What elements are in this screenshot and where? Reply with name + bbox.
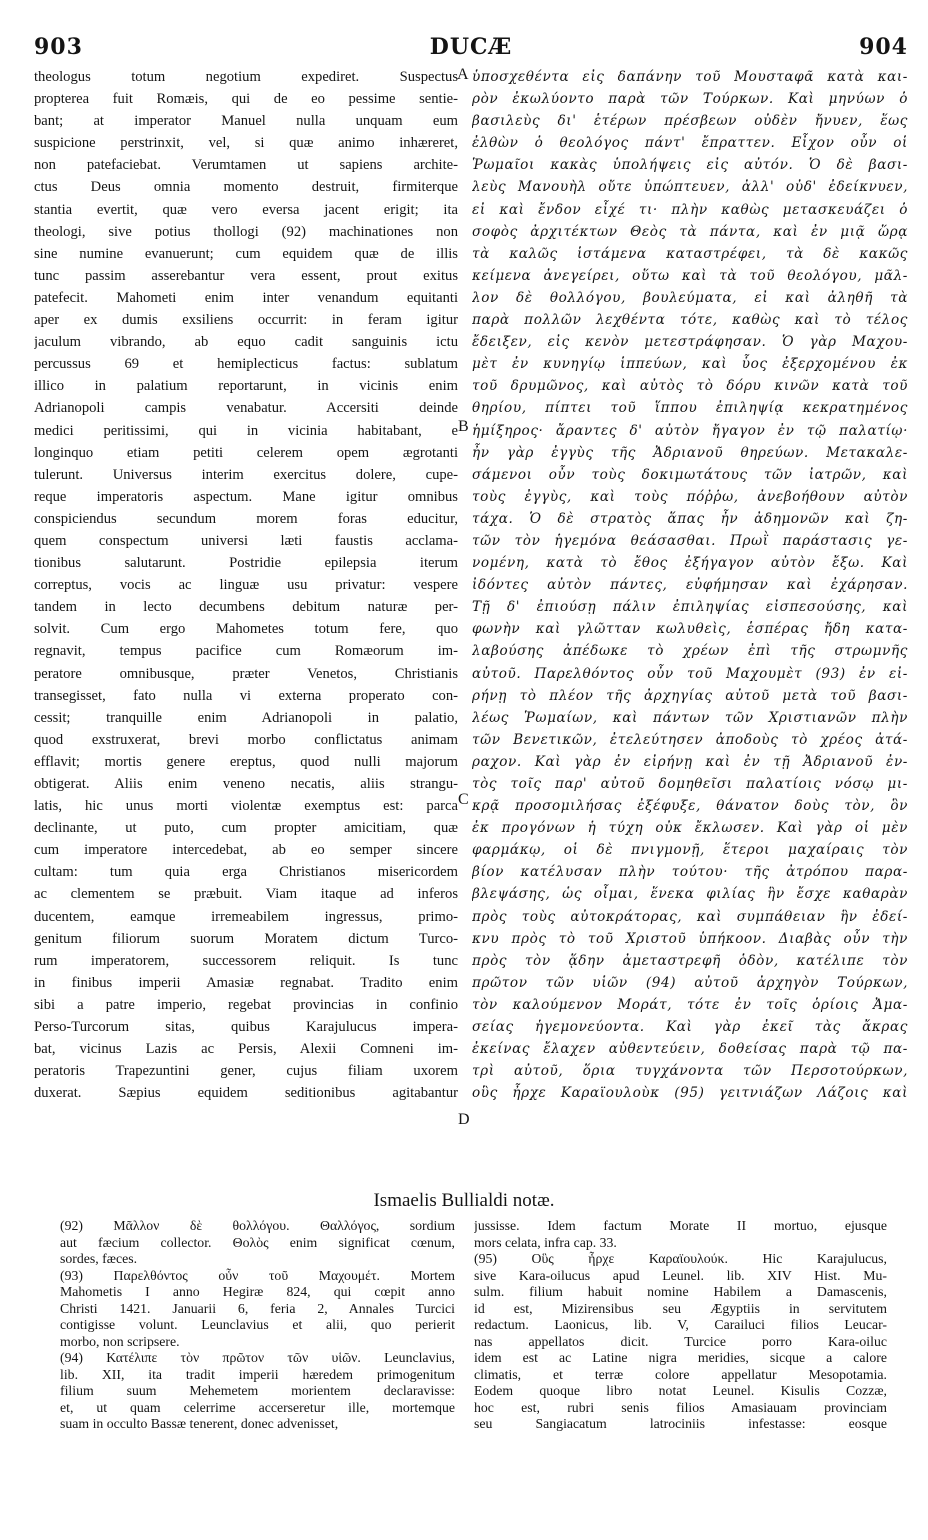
latin-text-line: solvit. Cum ergo Mahometes totum fere, quo [34,621,458,638]
latin-text-line: medici peritissimi, qui in vicinia habitabant, e [34,422,458,439]
latin-text-line: conspiciendus secundum morem foras educitur, [34,510,458,527]
note-left-line: aut fæcium collector. Θολὸς enim significat cœnum, [60,1234,455,1250]
note-right-line: sive Kara-oilucus apud Leunel. lib. XIV Hist. Mu- [474,1267,887,1283]
latin-text-line: peratore omnibusque, præter Venetos, Christianis [34,665,458,682]
latin-text-line: cultam: tum quia erga Christianos misericordem [34,864,458,881]
greek-text-line: σείας ἡγεμονεύοντα. Καὶ γὰρ ἐκεῖ τὰς ἄκρας [472,1019,908,1036]
latin-text-line: tionibus salutarunt. Postridie epilepsia iterum [34,555,458,572]
greek-text-line: κνυ πρὸς τὸ τοῦ Χριστοῦ ὑπήκοον. Διαβὰς οὖν τὴν [472,930,908,947]
note-right-line: hoc est, rubri senis filios Amasiauam provinciam [474,1399,887,1415]
latin-text-line: in finibus imperii Amasiæ regnabat. Tradito enim [34,974,458,991]
greek-text-line: τοὺς ἐγγὺς, καὶ τοὺς πόῤῥω, ἀνεβοήθουν αὐτὸν [472,488,908,505]
latin-text-line: duxerat. Sæpius equidem seditionibus agitabantur [34,1085,458,1102]
latin-text-line: sine numine evanuerunt; cum equidem quæ de illis [34,245,458,262]
greek-text-line: ραχον. Καὶ γὰρ ἐν εἰρήνῃ καὶ ἐν τῇ Ἀδριανοῦ ἐν- [472,753,908,770]
note-right-line: Eodem quoque libro notat Leunel. Kisulis Cozzæ, [474,1383,887,1398]
latin-text-line: cessit; tranquille enim Adrianopoli in palatio, [34,709,458,726]
latin-text-line: sibi a patre imperio, regebat provincias in confinio [34,996,458,1013]
latin-text-line: latis, hic unus morti violentæ exemptus est: parca [34,798,458,815]
note-right-line: mors celata, infra cap. 33. [474,1234,617,1250]
greek-text-line: λεὺς Μανουὴλ οὔτε ὑπώπτευεν, ἀλλ' οὐδ' ἐδείκνυεν, [472,179,908,196]
latin-text-line: transegisset, fato nulla vi externa properato con- [34,687,458,704]
greek-text-line: ὑποσχεθέντα εἰς δαπάνην τοῦ Μουσταφᾶ κατὰ και- [472,69,908,85]
latin-text-line: quod exstruxerat, brevi morbo conflictatus animam [34,731,458,748]
latin-text-line: regnavit, tempus pacifice cum Romæorum im- [34,643,458,660]
note-right-line: idem est ac Latine nigra meridies, sicque a calore [474,1350,887,1365]
greek-text-line: βλεψάσης, ὡς οἶμαι, ἕνεκα φιλίας ἣν ἔσχε καθαρὰν [472,886,908,903]
greek-text-line: τρὶ αὐτοῦ, ὅρια τυγχάνοντα τῶν Περσοτούρκων, [472,1063,908,1080]
notes-left-column [60,1218,455,1518]
greek-text-line: βίον κατέλυσαν πλὴν τούτου· τῆς ἀτρόπου παρα- [472,864,908,881]
greek-text-line: μὲτ ἐν κυνηγίῳ ἱππεύων, καὶ ὗος ἐξερχομένου ἐκ [472,356,908,373]
greek-text-line: λαβούσης ἀπέδωκε τὸ χρέων ἐπὶ τῆς στρωμνῆς [472,643,908,660]
note-left-line: suam in occulto Bassæ tenerent, donec advenisset, [60,1416,339,1431]
latin-text-line: suspicione perstrinxit, vel, si quæ animo inhæreret, [34,135,458,152]
latin-text-line: tunc passim asserebantur vera essent, prout exitus [34,267,458,284]
latin-text-line: jaculum vibrando, ab equo cadit sanguinis ictu [34,334,458,351]
greek-text-line: σοφὸς ἀρχιτέκτων Θεὸς τὰ πάντα, καὶ ἐν μιᾷ ὥρᾳ [472,223,908,240]
note-left-line: filium suum Mehemetem morientem declaravisse: [60,1383,455,1398]
page-header [34,34,908,64]
greek-text-line: πρὸς τοὺς αὐτοκράτορας, καὶ συμπάθειαν ἣν ἐδεί- [472,908,908,925]
greek-text-line: Ῥωμαῖοι κακὰς ὑπολήψεις εἰς αὐτόν. Ὁ δὲ βασι- [472,157,908,174]
latin-text-line: Perso-Turcorum sitas, quibus Karajulucus impera- [34,1019,458,1036]
greek-text-line: ἰδόντες αὐτὸν πάντες, εὐφήμησαν καὶ ἐχάρησαν. [472,577,908,594]
greek-text-line: φαρμάκῳ, οἱ δὲ πνιγμονῇ, ἕτεροι μαχαίραις τὸν [472,842,908,859]
greek-text-line: οὓς ἦρχε Καραϊουλοὺκ (95) γειτνιάζων Λάζοις καὶ [472,1085,908,1102]
greek-text-line: τὸν καλούμενον Μοράτ, τότε ἐν τοῖς ὁρίοις Ἀμα- [472,996,908,1013]
note-left-line: et, ut quam celerrime accerseretur ille, mortemque [60,1399,455,1415]
latin-text-line: theologus totum negotium expediret. Suspectus [34,69,458,85]
margin-marker-c: C [458,791,469,808]
greek-text-line: φωνὴν καὶ γλῶτταν κωλυθεὶς, ἑσπέρας ἤδη κατα- [472,621,908,638]
greek-text-line: θηρίου, πίπτει τοῦ ἵππου ἐπιληψίᾳ κεκρατημένος [472,400,908,417]
greek-text-line: νομένη, κατὰ τὸ ἔθος ἐξήγαγον αὐτὸν ἔξω. Καὶ [472,555,908,572]
greek-text-line: ρήνῃ τὸ πλέον τῆς ἀρχηγίας αὐτοῦ μετὰ τοῦ βασι- [472,687,908,704]
margin-marker-b: B [458,418,469,435]
note-left-line: morbo, non scripsere. [60,1333,180,1349]
latin-text-line: tandem in lecto decumbens debitum naturæ per- [34,599,458,616]
latin-text-line: tulerunt. Universus interim exercitus dolere, cupe- [34,466,458,483]
note-left-line: (93) Παρελθόντος οὖν τοῦ Μαχουμέτ. Mortem [60,1267,455,1283]
latin-text-line: correptus, vocis ac linguæ usu privatur: vespere [34,577,458,594]
note-left-line: Mahometis I anno Hegiræ 824, qui cœpit anno [60,1284,455,1299]
note-left-line: contigisse volunt. Leunclavius et alii, quo perierit [60,1317,455,1332]
greek-column [472,66,908,1188]
greek-text-line: ρὸν ἐκωλύοντο παρὰ τῶν Τούρκων. Καὶ μηνύων ὁ [472,91,908,108]
greek-text-line: εἰ καὶ ἔνδον εἶχέ τι· πλὴν καθὼς μετασκευάζει ὁ [472,201,908,218]
latin-text-line: efflavit; mortis genere ereptus, quod nulli majorum [34,753,458,770]
greek-text-line: ἔδειξεν, εἰς κενὸν μετεστράφησαν. Ὁ γὰρ Μαχου- [472,334,908,351]
latin-text-line: rum imperatorem, successorem reliquit. Is tunc [34,952,458,969]
latin-text-line: bant; at imperator Manuel nulla unquam eum [34,113,458,130]
note-right-line: id est, Mizirensibus seu Ægyptiis in servitutem [474,1300,887,1316]
notes-right-column [474,1218,887,1518]
greek-text-line: Τῇ δ' ἐπιούσῃ πάλιν ἐπιληψίας εἰσπεσούσης, καὶ [472,599,908,616]
margin-marker-d: D [458,1111,470,1128]
latin-text-line: ac clementem se præbuit. Viam itaque ad inferos [34,886,458,903]
greek-text-line: ἐλθὼν ὁ θεολόγος πάντ' ἔπραττεν. Εἶχον οὖν οἱ [472,135,908,152]
latin-text-line: quem conspectum universi læti faustis acclama- [34,532,458,549]
note-left-line: lib. XII, ita tradit imperii hæredem primogenitum [60,1366,455,1382]
greek-text-line: σάμενοι οὖν τοὺς δοκιμωτάτους τῶν ἰατρῶν, καὶ [472,466,908,483]
greek-text-line: τὰ καλῶς ἱστάμενα καταστρέφει, τὰ δὲ κακῶς [472,245,908,262]
greek-text-line: ἐκ προγόνων ἡ τύχη οὐκ ἔκλωσεν. Καὶ γὰρ οἱ μὲν [472,820,908,837]
notes-heading: Ismaelis Bullialdi notæ. [373,1190,555,1211]
note-right-line: sulm. filium habuit nomine Habilem a Damascenis, [474,1284,887,1299]
latin-text-line: illico in palatium reportarunt, in vicinis enim [34,378,458,395]
greek-text-line: κρᾷ προσομιλήσας ἐξέφυξε, θάνατον δοὺς τὸν, ὃν [472,798,908,815]
greek-text-line: τὸς τοῖς παρ' αὐτοῦ δομηθεῖσι παλατίοις νόσῳ μι- [472,776,908,792]
greek-text-line: τῶν τὸν ἡγεμόνα θεάσασθαι. Πρωῒ παράστασις γε- [472,532,908,549]
greek-text-line: πρῶτον τῶν υἱῶν (94) αὐτοῦ ἀρχηγὸν Τούρκων, [472,974,908,991]
latin-text-line: cum imperatore intercedebat, ab eo semper sincere [34,842,458,859]
note-right-line: jussisse. Idem factum Morate II mortuo, ejusque [474,1218,887,1233]
latin-text-line: Adrianopoli campis venabatur. Accersiti deinde [34,400,458,417]
greek-text-line: παρὰ πολλῶν λεχθέντα τότε, καθὼς καὶ τὸ τέλος [472,312,908,329]
greek-text-line: αὐτοῦ. Παρελθόντος οὖν τοῦ Μαχουμὲτ (93) ἐν εἰ- [472,665,908,682]
latin-text-line: declinante, ut puto, cum propter amicitiam, quæ [34,820,458,837]
latin-text-line: patefecit. Mahometi enim inter venandum equitanti [34,289,458,306]
latin-text-line: theologi, sive potius thollogi (92) machinationes non [34,223,458,240]
page-number-left: 903 [34,34,83,60]
latin-text-line: bat, vicinus Lazis ac Persis, Alexii Comneni im- [34,1041,458,1058]
greek-text-line: κείμενα ἀνεγείρει, οὕτω καὶ τὰ τοῦ θεολόγου, μᾶλ- [472,267,908,284]
latin-text-line: percussus 69 et hemiplecticus factus: sublatum [34,356,458,373]
greek-text-line: πρὸς τὸν ᾅδην ἀμεταστρεφῆ ὁδὸν, κατέλιπε τὸν [472,952,908,969]
note-right-line: seu Sangiacatum latrociniis infestasse: eosque [474,1416,887,1431]
latin-text-line: peratoris Trapezuntini gener, cujus filiam uxorem [34,1063,458,1080]
latin-text-line: ctus Deus omnia momento destruit, firmiterque [34,179,458,196]
greek-text-line: βασιλεὺς δι' ἑτέρων πρέσβεων οὐδὲν ἤνυεν, ἕως [472,113,908,130]
note-right-line: (95) Οὓς ἦρχε Καραϊουλούκ. Hic Karajulucus, [474,1251,887,1266]
latin-text-line: aper ex dumis exsiliens occurrit: in feram igitur [34,312,458,329]
note-left-line: sordes, fæces. [60,1251,138,1266]
greek-text-line: λέως Ῥωμαίων, καὶ πάντων τῶν Χριστιανῶν πλὴν [472,709,908,726]
latin-text-line: stantia evertit, quæ vero eversa jacent erigit; ita [34,201,458,218]
note-right-line: nas appellatos dicit. Turcice porro Kara-oiluc [474,1333,887,1349]
greek-text-line: τῶν Βενετικῶν, ἐτελεύτησεν ἀποδοὺς τὸ χρέος ἀτά- [472,731,908,748]
greek-text-line: τοῦ δρυμῶνος, καὶ αὐτὸς τὸ δόρυ κινῶν κατὰ τοῦ [472,378,908,395]
greek-text-line: τάχα. Ὁ δὲ στρατὸς ἅπας ἦν ἀδημονῶν καὶ ζη- [472,510,908,527]
latin-column [34,66,458,1188]
note-left-line: Christi 1421. Januarii 6, feria 2, Annales Turcici [60,1300,455,1316]
greek-text-line: λον δὲ θολλόγου, βουλεύματα, εἰ καὶ ἀληθῆ τὰ [472,289,908,306]
greek-text-line: ἦν γὰρ ἐγγὺς τῆς Ἀδριανοῦ θηρεύων. Μετακαλε- [472,444,908,461]
latin-text-line: obtigerat. Aliis enim veneno necatis, aliis strangu- [34,776,458,792]
latin-text-line: non patefaciebat. Verumtamen ut sapiens archite- [34,157,458,174]
note-right-line: redactum. Laonicus, lib. V, Carailuci filios Leucar- [474,1317,887,1332]
latin-text-line: genitum filiorum suorum Moratem dictum Turco- [34,930,458,947]
note-right-line: climatis, et terræ colore appellatur Mesopotamia. [474,1366,887,1382]
margin-marker-a: A [457,66,469,83]
latin-text-line: reque imperatoris aspectum. Mane igitur omnibus [34,488,458,505]
latin-text-line: longinquo etiam petiti celerem opem ægrotanti [34,444,458,461]
page-number-right: 904 [859,34,908,60]
note-left-line: (94) Κατέλιπε τὸν πρῶτον τῶν υἱῶν. Leunclavius, [60,1350,455,1365]
greek-text-line: ἡμίξηρος· ἄραντες δ' αὐτὸν ἤγαγον ἐν τῷ παλατίῳ· [472,422,908,439]
latin-text-line: propterea fuit Romæis, qui de eo pessime sentie- [34,91,458,108]
latin-text-line: ducentem, eamque irremeabilem ingressus, primo- [34,908,458,925]
note-left-line: (92) Μᾶλλον δὲ θολλόγου. Θαλλόγος, sordium [60,1218,455,1233]
running-title: DUCÆ [429,34,513,60]
greek-text-line: ἐκείνας ἔλαχεν αὐθεντεύειν, δοθείσας παρὰ τῷ πα- [472,1041,908,1058]
